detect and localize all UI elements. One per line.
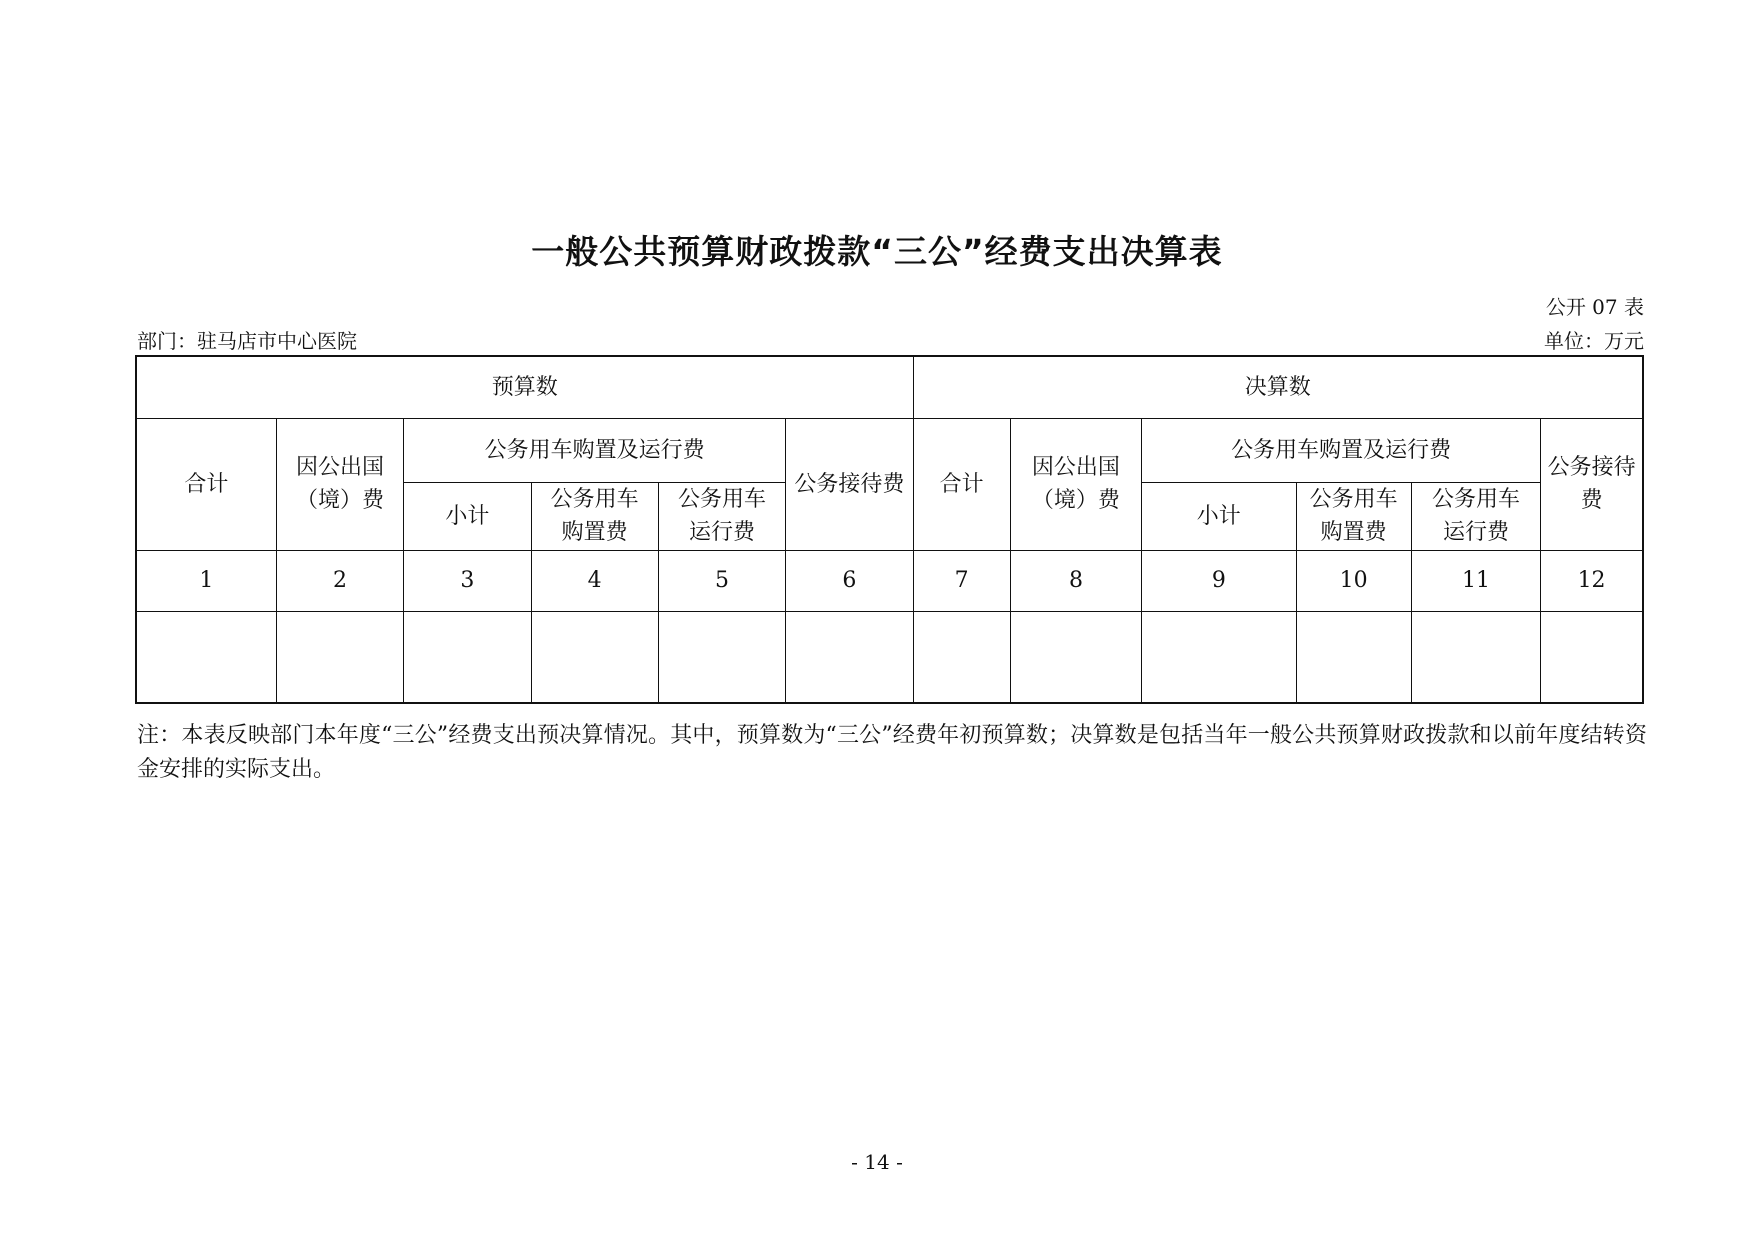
column-number: 3 [404,550,531,611]
column-header-row [136,418,1643,482]
table-row [136,611,1643,703]
budget-vehicle-operation-header: 公务用车 运行费 [658,482,785,550]
data-cell [404,611,531,703]
data-cell [276,611,403,703]
budget-total-header: 合计 [136,418,276,550]
data-cell [531,611,658,703]
column-number: 12 [1541,550,1643,611]
three-public-expenses-table [135,355,1644,704]
budget-reception-header: 公务接待费 [786,418,913,550]
table-code: 公开 07 表 [1545,295,1644,319]
page-number: - 14 - [851,1150,903,1174]
data-cell [1010,611,1141,703]
data-cell [1411,611,1540,703]
column-number: 5 [658,550,785,611]
data-cell [1541,611,1643,703]
budget-abroad-header: 因公出国 （境）费 [276,418,403,550]
final-abroad-header: 因公出国 （境）费 [1010,418,1141,550]
document-title: 一般公共预算财政拨款“三公”经费支出决算表 [531,232,1223,271]
budget-vehicle-purchase-header: 公务用车 购置费 [531,482,658,550]
column-number: 7 [913,550,1010,611]
column-number: 1 [136,550,276,611]
final-group-header: 决算数 [913,356,1643,418]
column-number: 4 [531,550,658,611]
budget-vehicle-header: 公务用车购置及运行费 [404,418,786,482]
data-cell [913,611,1010,703]
column-number: 6 [786,550,913,611]
column-number: 8 [1010,550,1141,611]
data-cell [786,611,913,703]
department-label: 部门：驻马店市中心医院 [137,329,357,353]
unit-label: 单位：万元 [1544,329,1644,353]
budget-subtotal-header: 小计 [404,482,531,550]
data-cell [1296,611,1411,703]
data-cell [658,611,785,703]
table-note: 注：本表反映部门本年度“三公”经费支出预决算情况。其中，预算数为“三公”经费年初预算数；决算数是包括当年一般公共预算财政拨款和以前年度结转资金安排的实际支出。 [137,723,1647,782]
data-cell [1142,611,1296,703]
column-number: 2 [276,550,403,611]
final-reception-header: 公务接待 费 [1541,418,1643,550]
budget-group-header: 预算数 [136,356,913,418]
column-number: 11 [1411,550,1540,611]
final-vehicle-purchase-header: 公务用车 购置费 [1296,482,1411,550]
final-vehicle-header: 公务用车购置及运行费 [1142,418,1541,482]
final-subtotal-header: 小计 [1142,482,1296,550]
final-total-header: 合计 [913,418,1010,550]
column-number-row [136,550,1643,611]
data-cell [136,611,276,703]
column-number: 10 [1296,550,1411,611]
column-number: 9 [1142,550,1296,611]
group-header-row [136,356,1643,418]
final-vehicle-operation-header: 公务用车 运行费 [1411,482,1540,550]
